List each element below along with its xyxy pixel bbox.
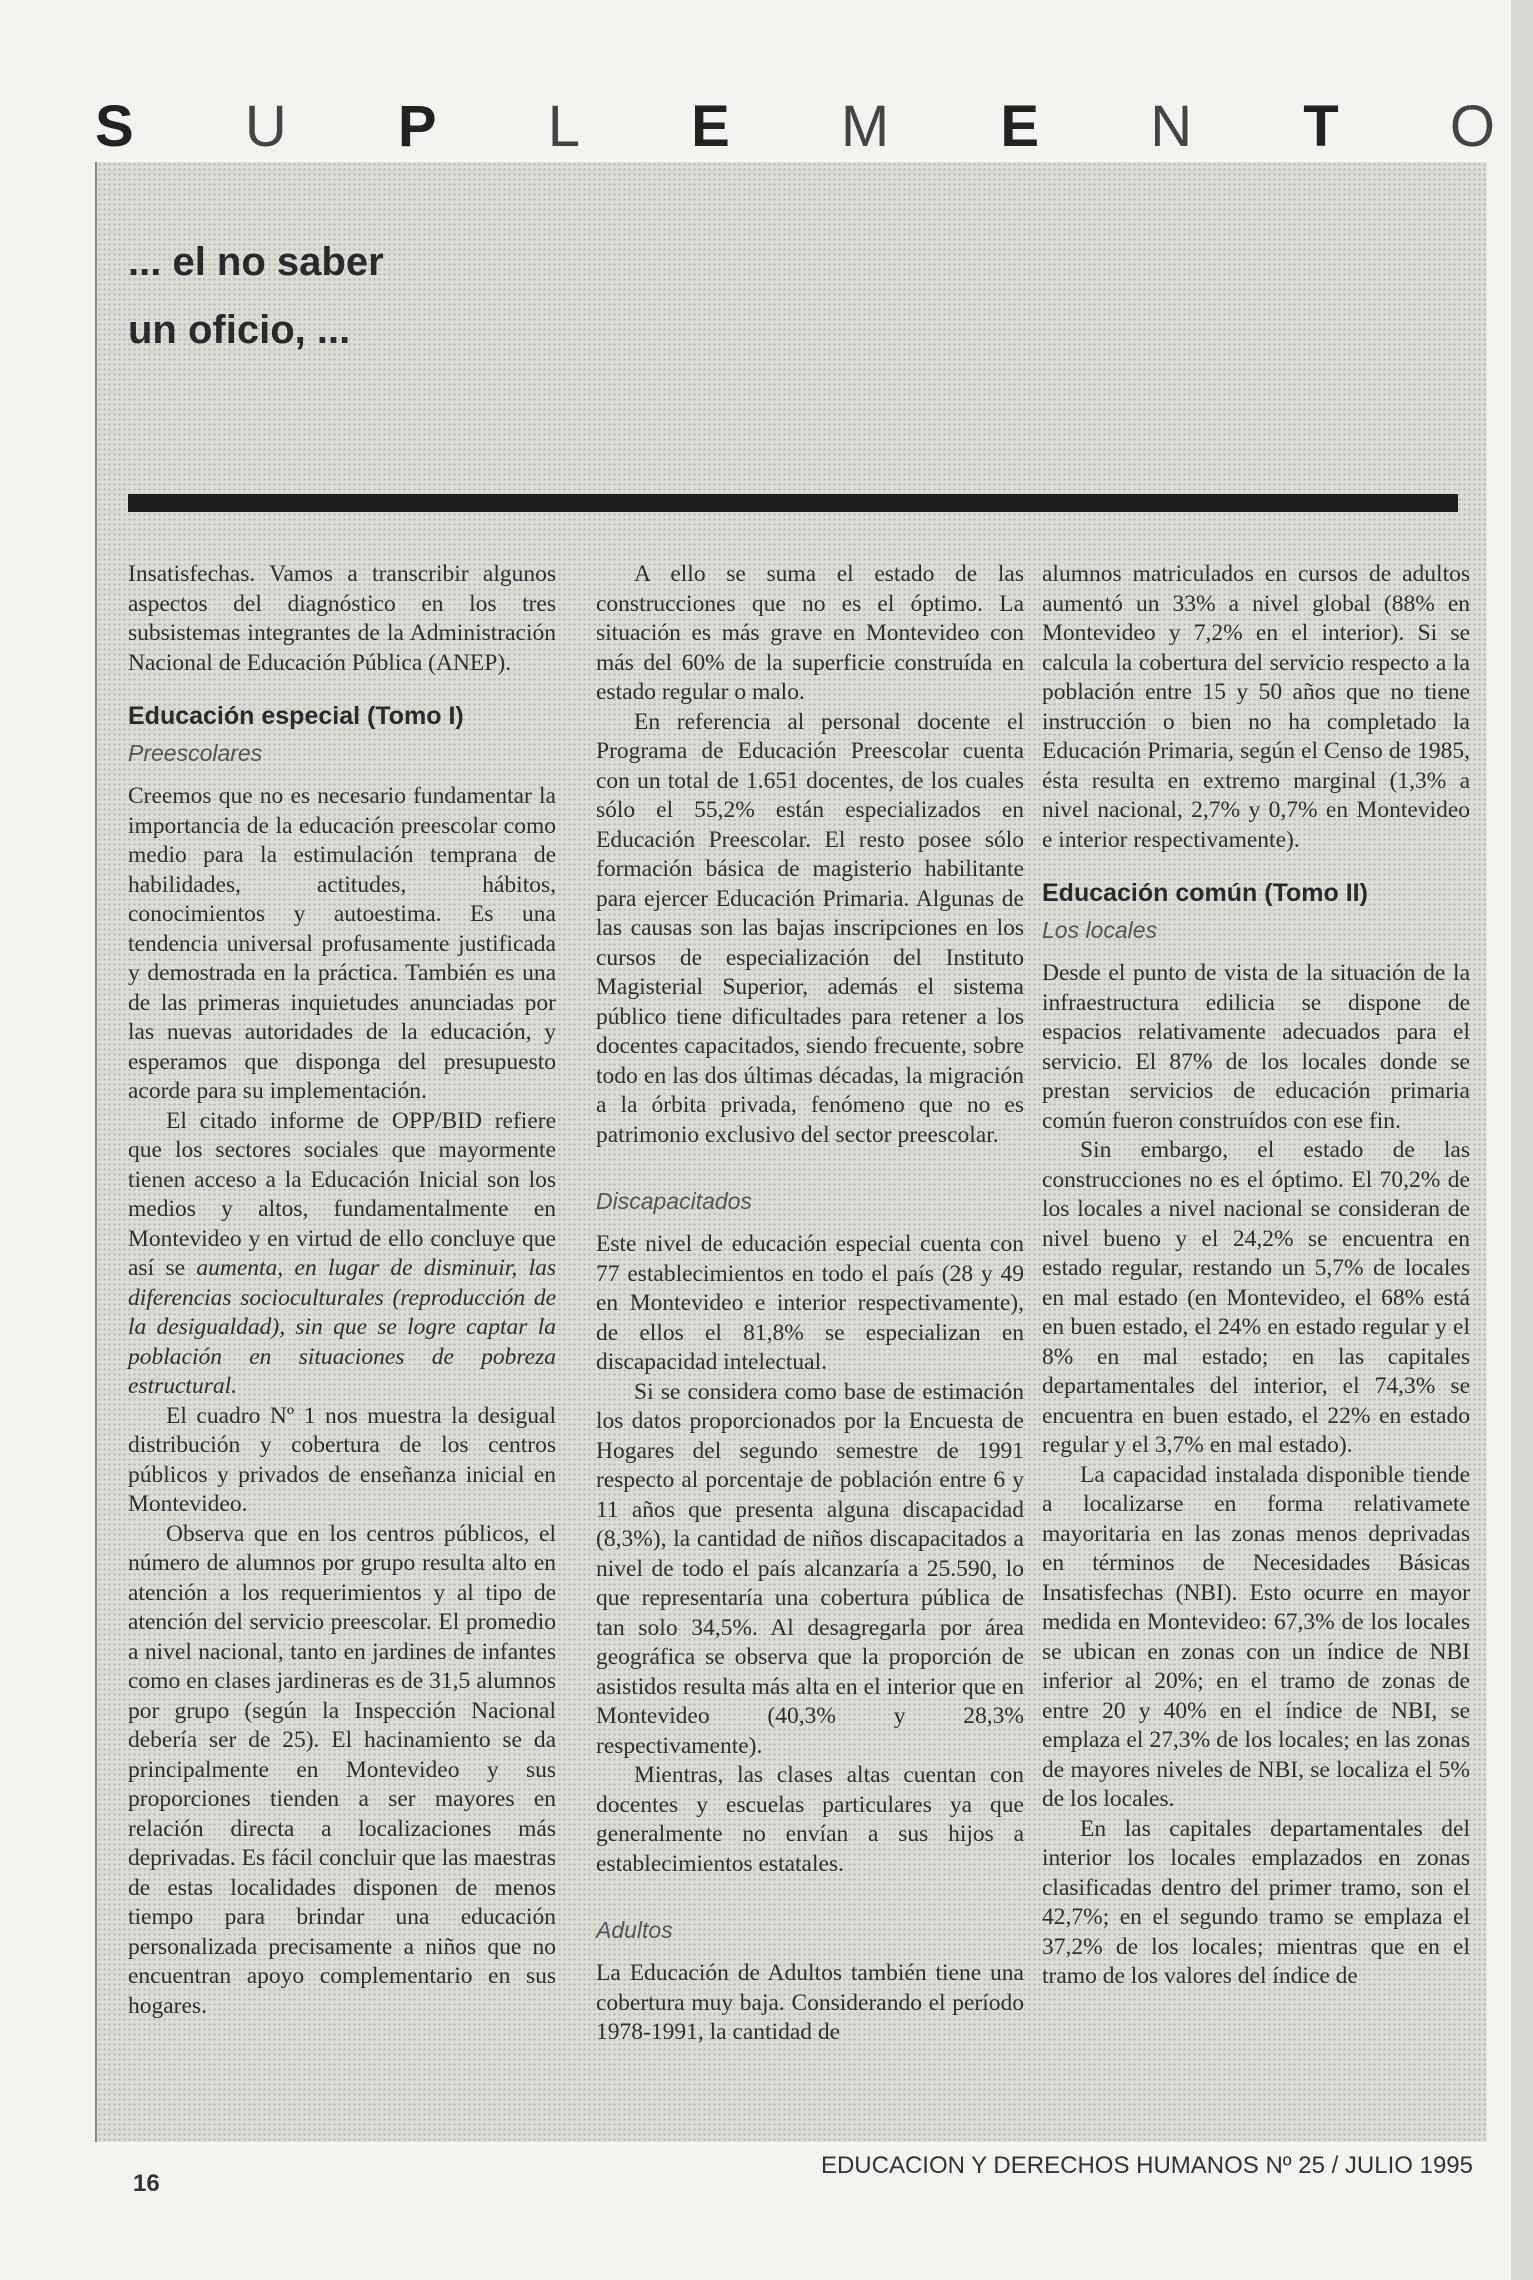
- masthead-letter: N: [1150, 94, 1193, 159]
- masthead-letter: M: [840, 94, 890, 159]
- subheading-discapacitados: Discapacitados: [596, 1188, 752, 1214]
- masthead-letter: P: [397, 94, 437, 159]
- paragraph: La capacidad instalada disponible tiende a localizarse en forma relativamete mayoritaria en las zonas menos deprivadas en términos de Necesidades Básicas Insatisfechas (NBI). Esto ocurre en mayor medida en Montevideo: 67,3% de los locales se ubican en zonas con un índice de NBI inferior al 20%; en el tramo de zonas de entre 20 y 40% en el índice de NBI, se emplaza el 27,3% de los locales; en las zonas de mayores niveles de NBI, se localiza el 5% de los locales.: [1042, 1461, 1470, 1812]
- page-number: 16: [133, 2170, 160, 2197]
- column-1: [128, 560, 556, 2021]
- column-2: [596, 560, 1024, 2048]
- publication-footer: EDUCACION Y DERECHOS HUMANOS Nº 25 / JULIO 1995: [820, 2152, 1473, 2179]
- divider-bar: [128, 494, 1458, 512]
- paragraph: El cuadro Nº 1 nos muestra la desigual distribución y cobertura de los centros públicos y privados de enseñanza inicial en Montevideo.: [128, 1402, 556, 1517]
- subheading-locales: Los locales: [1042, 917, 1158, 943]
- headline: [128, 228, 628, 364]
- paragraph: Observa que en los centros públicos, el número de alumnos por grupo resulta alto en atención a los requerimientos y al tipo de atención del servicio preescolar. El promedio a nivel nacional, tanto en jardines de infantes como en clases jardineras es de 31,5 alumnos por grupo (según la Inspección Nacional debería ser de 25). El hacinamiento se da principalmente en Montevideo y sus proporciones tienden a ser mayores en relación directa a localizaciones más deprivadas. Es fácil concluir que las maestras de estas localidades disponen de menos tiempo para brindar una educación personalizada precisamente a niños que no encuentran apoyo complementario en sus hogares.: [128, 1520, 556, 2019]
- paragraph-text: El citado informe de OPP/BID refiere que los sectores sociales que mayormente tienen acceso a la Educación Inicial son los medios y altos, fundamentalmente en Montevideo y en virtud de ello concluye que así se: [128, 1107, 556, 1281]
- section-heading-especial: Educación especial (Tomo I): [128, 702, 464, 730]
- masthead: [95, 92, 1495, 162]
- page-edge: [1511, 0, 1533, 2280]
- paragraph: En referencia al personal docente el Programa de Educación Preescolar cuenta con un total de 1.651 docentes, de los cuales sólo el 55,2% están especializados en Educación Preescolar. El resto posee sólo formación básica de magisterio habilitante para ejercer Educación Primaria. Algunas de las causas son las bajas inscripciones en los cursos de especialización del Instituto Magisterial Superior, además el sistema público tiene dificultades para retener a los docentes capacitados, siendo frecuente, sobre todo en las dos últimas décadas, la migración a la órbita privada, fenómeno que no es patrimonio exclusivo del sector preescolar.: [596, 708, 1024, 1148]
- masthead-letter: L: [547, 94, 580, 159]
- paragraph: A ello se suma el estado de las construcciones que no es el óptimo. La situación es más grave en Montevideo con más del 60% de la superficie construída en estado regular o malo.: [596, 561, 1024, 705]
- paragraph: alumnos matriculados en cursos de adultos aumentó un 33% a nivel global (88% en Montevideo y 7,2% en el interior). Si se calcula la cobertura del servicio respecto a la población entre 15 y 50 años que no tiene instrucción o bien no ha completado la Educación Primaria, según el Censo de 1985, ésta resulta en extremo marginal (1,3% a nivel nacional, 2,7% y 0,7% en Montevideo e interior respectivamente).: [1042, 561, 1470, 853]
- paragraph: [128, 1107, 556, 1402]
- subheading-preescolares: Preescolares: [128, 740, 263, 766]
- masthead-letter: S: [95, 94, 134, 159]
- masthead-letter: O: [1449, 94, 1495, 159]
- paragraph: Si se considera como base de estimación los datos proporcionados por la Encuesta de Hogares del segundo semestre de 1991 respecto al porcentaje de población entre 6 y 11 años que presenta alguna discapacidad (8,3%), la cantidad de niños discapacitados a nivel de todo el país alcanzaría a 25.590, lo que representaría una cobertura pública de tan solo 34,5%. Al desagregarla por área geográfica se observa que la proporción de asistidos resulta más alta en el interior que en Montevideo (40,3% y 28,3% respectivamente).: [596, 1378, 1024, 1759]
- section-heading-comun: Educación común (Tomo II): [1042, 879, 1368, 907]
- headline-line-1: ... el no saber: [128, 240, 384, 284]
- paragraph: La Educación de Adultos también tiene una cobertura muy baja. Considerando el período 1978-1991, la cantidad de: [596, 1960, 1024, 2045]
- masthead-letter: T: [1303, 94, 1339, 159]
- subheading-adultos: Adultos: [596, 1917, 673, 1943]
- headline-line-2: un oficio, ...: [128, 308, 351, 352]
- masthead-letter: E: [691, 94, 730, 159]
- masthead-letter: E: [1000, 94, 1040, 159]
- paragraph: Sin embargo, el estado de las construcciones no es el óptimo. El 70,2% de los locales a nivel nacional se consideran de nivel bueno y el 24,2% se encuentra en estado regular, restando un 5,7% de locales en mal estado (en Montevideo, el 68% está en buen estado, el 24% en estado regular y el 8% en mal estado; en las capitales departamentales del interior, el 74,3% se encuentra en buen estado, el 22% en estado regular y el 3,7% en mal estado).: [1042, 1137, 1470, 1458]
- paragraph: Insatisfechas. Vamos a transcribir algunos aspectos del diagnóstico en los tres subsistemas integrantes de la Administración Nacional de Educación Pública (ANEP).: [128, 561, 556, 676]
- masthead-letter: U: [244, 94, 287, 159]
- column-3: [1042, 560, 1470, 1992]
- paragraph: En las capitales departamentales del interior los locales emplazados en zonas clasificadas dentro del primer tramo, son el 42,7%; en el segundo tramo se emplaza el 37,2% de los locales; mientras que en el tramo de los valores del índice de: [1042, 1815, 1470, 1989]
- paragraph: Este nivel de educación especial cuenta con 77 establecimientos en todo el país (28 y 49 en Montevideo e interior respectivamente), de ellos el 81,8% se especializan en discapacidad intelectual.: [596, 1231, 1024, 1375]
- paragraph: Desde el punto de vista de la situación de la infraestructura edilicia se dispone de espacios relativamente adecuados para el servicio. El 87% de los locales donde se prestan servicios de educación primaria común fueron construídos con ese fin.: [1042, 960, 1470, 1134]
- paragraph: Creemos que no es necesario fundamentar la importancia de la educación preescolar como medio para la estimulación temprana de habilidades, actitudes, hábitos, conocimientos y autoestima. Es una tendencia universal profusamente justificada y demostrada en la práctica. También es una de las primeras inquietudes anunciadas por las nuevas autoridades de la educación, y esperamos que disponga del presupuesto acorde para su implementación.: [128, 783, 556, 1104]
- paragraph: Mientras, las clases altas cuentan con docentes y escuelas particulares ya que generalmente no envían a sus hijos a establecimientos estatales.: [596, 1762, 1024, 1877]
- italic-quote: aumenta, en lugar de disminuir, las diferencias socioculturales (reproducción de la desigualdad), sin que se logre captar la población en situaciones de pobreza estructural.: [128, 1255, 556, 1399]
